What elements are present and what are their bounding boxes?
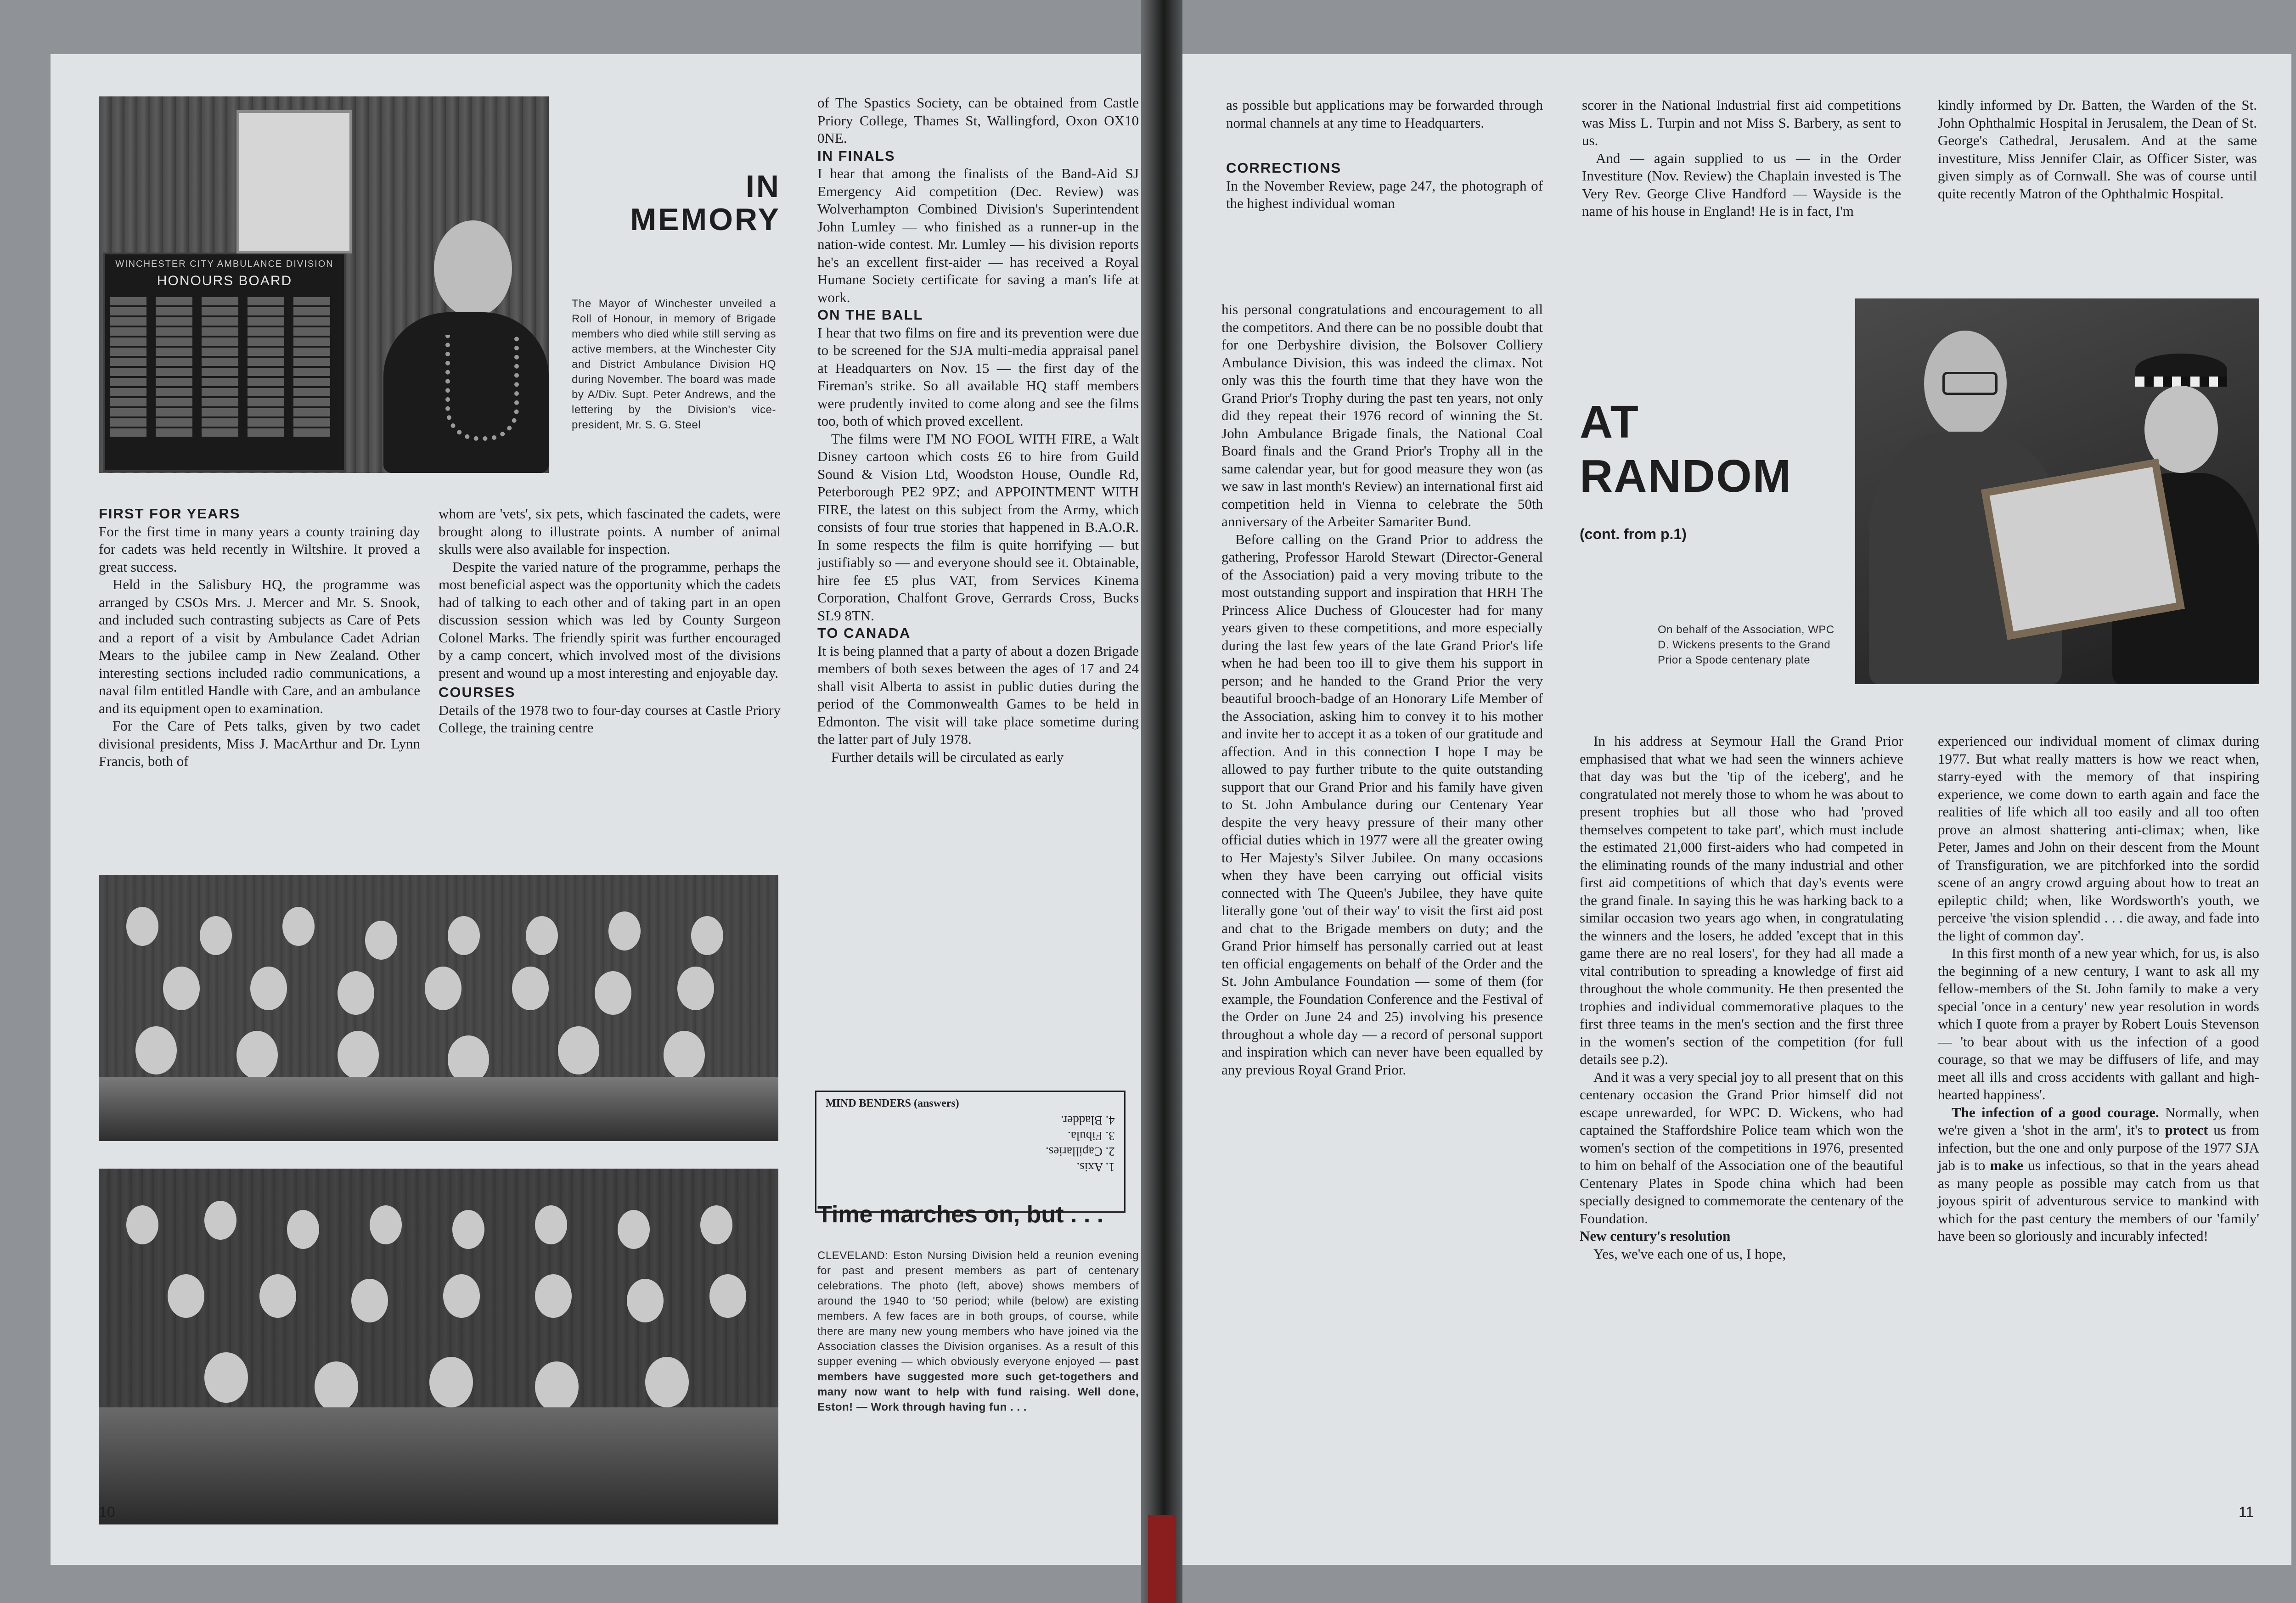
in-memory-title-line1: IN [746,169,781,204]
at-random-title-line2: RANDOM [1580,450,1792,502]
mayoral-chain [445,335,519,441]
at-random-cont: (cont. from p.1) [1580,526,1687,542]
mind-benders-title: MIND BENDERS (answers) [826,1097,959,1109]
spine-binding [1148,1515,1176,1603]
on-the-ball-p2: The films were I'M NO FOOL WITH FIRE, a Walt Disney cartoon which costs £6 to hire from Guild Sound & Vision Ltd, Woodston House, Oundle Rd, Peterborough PE2 9PZ; and APPOINTMENT WITH FIRE, the latest on this subject from the Army, which consists of four true stories that happened in B.A.O.R. In some respects the film is quite horrifying — but justifiably so — and everyone should see it. Obtainable, hire fee £5 plus VAT, from Services Kinema Corporation, Chalfont Grove, Gerrards Cross, Bucks SL9 8TN. [817,430,1139,624]
first-for-years-heading: FIRST FOR YEARS [99,506,241,522]
courses-heading: COURSES [439,684,516,700]
right-col3-bottom [1938,732,2259,1245]
col2-top-p1: scorer in the National Industrial first aid competitions was Miss L. Turpin and not Miss S. Barbery, as sent to us. [1582,97,1901,148]
col3-bottom-p1: experienced our individual moment of climax during 1977. But what really matters is how we react when, starry-eyed with the memory of that inspiring experience, we come down to earth again and face the realities of life which all too easily and all too often prove an almost shattering anti-climax; when, like Peter, James and John on their descent from the Mount of Transfiguration, we are pitchforked into the sordid scene of an angry crowd arguing about how to treat an epileptic child; when, like Wordsworth's youth, we perceive 'the vision splendid . . . die away, and fade into the light of common day'. [1938,733,2259,944]
first-for-years-p4: whom are 'vets', six pets, which fascinated the cadets, were brought along to illustrate points. A number of animal skulls were also available for inspection. [439,506,781,557]
mind-benders-answer: 3. Fibula. [1068,1129,1115,1143]
col3-bottom-p2: In this first month of a new year which, for us, is also the beginning of a new century, I want to ask all my fellow-members of the St. John family to make a very special 'once in a century' new year resolution in words which I quote from a prayer by Robert Louis Stevenson — 'to bear about with us the infection of a good courage, so that we may be diffusers of life, and may meet all ills and cross accidents with gallant and high-hearted happiness'. [1938,945,2259,1102]
first-for-years-p1: For the first time in many years a county training day for cadets was held recently in Wiltshire. It proved a great success. [99,523,420,575]
first-for-years-p2: Held in the Salisbury HQ, the programme was arranged by CSOs Mrs. J. Mercer and Mr. S. Snook, and included such contrasting subjects as Care of Pets and a report of a visit by Ambulance Cadet Adrian Mears to the jubilee camp in New Zealand. Other interesting sections included radio communications, a naval film entitled Handle with Care, and an ambulance and its equipment open to examination. [99,576,420,716]
in-finals-p1: I hear that among the finalists of the Band-Aid SJ Emergency Aid competition (Dec. Review) was Wolverhampton Combined Division's Superintendent John Lumley — who finished as a runner-up in the nation-wide contest. Mr. Lumley — his division reports he's an excellent first-aider — has received a Royal Humane Society certificate for saving a man's life at work. [817,165,1139,305]
make-bold: make [1990,1157,2024,1173]
right-col2-bottom [1580,732,1903,1263]
mind-benders-answer: 1. Axis. [1076,1160,1115,1174]
right-col3-top [1938,96,2257,202]
right-col1-mid [1221,301,1543,1079]
courses-p2: of The Spastics Society, can be obtained from Castle Priory College, Thames St, Wallingford, Oxon OX10 0NE. [817,95,1139,146]
page-number-right: 11 [2239,1504,2254,1520]
time-marches-title: Time marches on, but . . . [817,1201,1104,1228]
to-canada-p1: It is being planned that a party of about a dozen Brigade members of both sexes between the ages of 17 and 24 shall visit Alberta to assist in public duties during the period of the Commonwealth Games to be held in Edmonton. The visit will take place sometime during the latter part of July 1978. [817,642,1139,747]
honours-board-photo [99,96,549,473]
page-number-left: 10 [99,1504,115,1520]
col1-mid-p1: his personal congratulations and encouragement to all the competitors. And there can be no possible doubt that for one Derbyshire division, the Bolsover Colliery Ambulance Division, this was indeed the climax. Not only was this the fourth time that they have won the Grand Prior's Trophy during the past ten years, not only did they repeat their 1976 record of winning the St. John Ambulance Brigade finals, the National Coal Board finals and the Grand Prior's Trophy all in the same calendar year, but for good measure they won (as we saw in last month's Review) an international first aid competition held in Vienna to celebrate the 50th anniversary of the Arbeiter Samariter Bund. [1221,301,1543,529]
at-random-title-line1: AT [1580,396,1639,448]
spode-plate-box [1981,458,2185,640]
protect-bold: protect [2165,1122,2208,1138]
p3-part-c: us infectious, so that in the years ahead as many people as possible may catch from us that joyous spirit of adventurous service to mankind with which for the past century the members of our 'family' have been so gloriously and incurably infected! [1938,1157,2259,1244]
new-century-subhead: New century's resolution [1580,1228,1731,1244]
mind-benders-box [815,1091,1125,1213]
in-finals-heading: IN FINALS [817,147,895,164]
honours-board-caption: The Mayor of Winchester unveiled a Roll of Honour, in memory of Brigade members who died while still serving as active members, at the Winchester City and District Ambulance Division HQ during November. The board was made by A/Div. Supt. Peter Andrews, and the lettering by the Division's vice-president, Mr. S. G. Steel [572,298,776,431]
right-col1-top-text: as possible but applications may be forwarded through normal channels at any time to Headquarters. [1226,97,1543,131]
time-marches-caption [817,1248,1139,1415]
col2-bottom-p1: In his address at Seymour Hall the Grand Prior emphasised that what we had seen the winners achieve that day was but the 'tip of the iceberg', and he congratulated not merely those to whom he was about to present trophies but all those who had 'proved themselves competent to take part', which must include the estimated 21,000 first-aiders who had competed in the eliminating rounds of the many industrial and other first aid competitions of which that day's events were the grand finale. In saying this he was harking back to a similar occasion two years ago when, in congratulating the winners and the losers, he added 'except that in this game there are no real losers', for they had all made a vital contribution to spreading a knowledge of first aid throughout the whole community. He then presented the trophies and individual commemorative plaques to the first three teams in the men's section and the first three in the women's section of the competition (for full details see p.2). [1580,733,1903,1067]
glasses [1942,372,1998,395]
spine [1141,0,1182,1603]
mind-benders-answer: 2. Capillaries. [1046,1145,1115,1159]
right-col2-top [1582,96,1901,220]
on-the-ball-p1: I hear that two films on fire and its prevention were due to be screened for the SJA multi-media appraisal panel at Headquarters on Nov. 15 — the first day of the Fireman's strike. So all available HQ staff members were prudently invited to come along and see the films too, both of which proved excellent. [817,324,1139,429]
mayor-head [434,220,512,317]
board-title: HONOURS BOARD [157,273,293,288]
first-for-years-p3: For the Care of Pets talks, given by two cadet divisional presidents, Miss J. MacArthur and Dr. Lynn Francis, both of [99,718,420,769]
left-col1 [99,505,420,771]
eston-current-members-photo [99,1169,778,1524]
infection-bold: The infection of a good courage. [1952,1104,2159,1120]
time-marches-caption-bold: past members have suggested more such get-togethers and many now want to help with fund raising. Well done, Eston! — Work through having fun . . . [817,1356,1139,1413]
eston-past-members-photo [99,875,778,1141]
grand-prior-plate-photo [1855,298,2259,684]
mind-benders-answer: 4. Bladder. [1061,1114,1115,1127]
right-col1-top [1226,96,1543,213]
col3-top-text: kindly informed by Dr. Batten, the Warden of the St. John Ophthalmic Hospital in Jerusalem, the Dean of St. George's Cathedral, Jerusalem. And at the same investiture, Miss Jennifer Clair, as Officer Sister, was given simply as of Cornwall. She was of course until quite recently Matron of the Ophthalmic Hospital. [1938,97,2257,202]
on-the-ball-heading: ON THE BALL [817,307,923,323]
left-col3 [817,94,1139,766]
mind-benders-answers [1046,1113,1115,1175]
framed-certificate [236,110,352,253]
col3-bottom-p3 [1938,1104,2259,1245]
time-marches-caption-plain: CLEVELAND: Eston Nursing Division held a reunion evening for past and present members as part of centenary celebrations. The photo (left, above) shows members of around the 1940 to '50 period; while (below) are existing members. A few faces are in both groups, of course, while there are many new young members who have joined via the Association classes the Division organises. As a result of this supper evening — which obviously everyone enjoyed — [817,1249,1139,1368]
p3-part-b: us from infection, but the one and only purpose of the 1977 SJA jab is to [1938,1122,2259,1173]
to-canada-heading: TO CANADA [817,625,911,641]
board-header: WINCHESTER CITY AMBULANCE DIVISION [115,259,334,269]
col1-mid-p2: Before calling on the Grand Prior to address the gathering, Professor Harold Stewart (Director-General of the Association) paid a very moving tribute to the most outstanding support and inspiration that HRH The Princess Alice Duchess of Gloucester had for many years given to these competitions, and more especially during the last few years of the late Grand Prior's life when he had been too ill to give them his support in person; and he handed to the Grand Prior the very beautiful brooch-badge of an Honorary Life Member of the Association, asking him to convey it to his mother and invite her to accept it as a token of our gratitude and affection. And in this connection I hope I may be allowed to pay further tribute to the quite outstanding support that our Grand Prior and his family have given to St. John Ambulance during our Centenary Year despite the very heavy pressure of their many other official duties which in 1977 were all the greater owing to Her Majesty's Silver Jubilee. On many occasions when they have been carrying out official visits connected with The Queen's Jubilee, they have quite literally gone 'out of their way' to visit the first aid post and chat to the Brigade members on duty; and the Grand Prior himself has personally carried out at least ten official engagements on behalf of the Order and the St. John Ambulance Foundation — some of them (for example, the Foundation Conference and the Festival of the Order on June 24 and 25) involving his presence throughout a whole day — a record of personal support and inspiration which can never have been equalled by any previous Royal Grand Prior. [1221,531,1543,1078]
left-col2 [439,505,781,737]
courses-p1: Details of the 1978 two to four-day courses at Castle Priory College, the training centre [439,702,781,736]
p3-part-a: Normally, when we're given a 'shot in the arm', it's to [1938,1104,2259,1138]
in-memory-title-line2: MEMORY [630,202,781,237]
corrections-heading: CORRECTIONS [1226,160,1342,176]
col2-bottom-p2: And it was a very special joy to all present that on this centenary occasion the Grand Prior himself did not escape unrewarded, for WPC D. Wickens, who had captained the Staffordshire Police team which won the women's section of the competitions in 1976, presented to him on behalf of the Association one of the beautiful Centenary Plates in Spode china which had been specially designed to commemorate the centenary of the Foundation. [1580,1069,1903,1226]
col2-bottom-p3: Yes, we've each one of us, I hope, [1593,1245,1786,1262]
first-for-years-p5: Despite the varied nature of the programme, perhaps the most beneficial aspect was the opportunity which the cadets had of talking to each other and of taking part in an open discussion session which was led by County Surgeon Colonel Marks. The friendly spirit was further encouraged by a camp concert, which involved most of the divisions present and wound up a most interesting and enjoyable day. [439,558,781,681]
corrections-p1: In the November Review, page 247, the photograph of the highest individual woman [1226,177,1543,211]
col2-top-p2: And — again supplied to us — in the Order Investiture (Nov. Review) the Chaplain invested is The Very Rev. George Clive Handford — Wayside is the name of his house in England! He is in fact, I'm [1582,150,1901,219]
to-canada-p2: Further details will be circulated as early [831,748,1064,765]
plate-photo-caption: On behalf of the Association, WPC D. Wickens presents to the Grand Prior a Spode centenary plate [1658,624,1835,666]
police-hat-band [2135,377,2227,387]
